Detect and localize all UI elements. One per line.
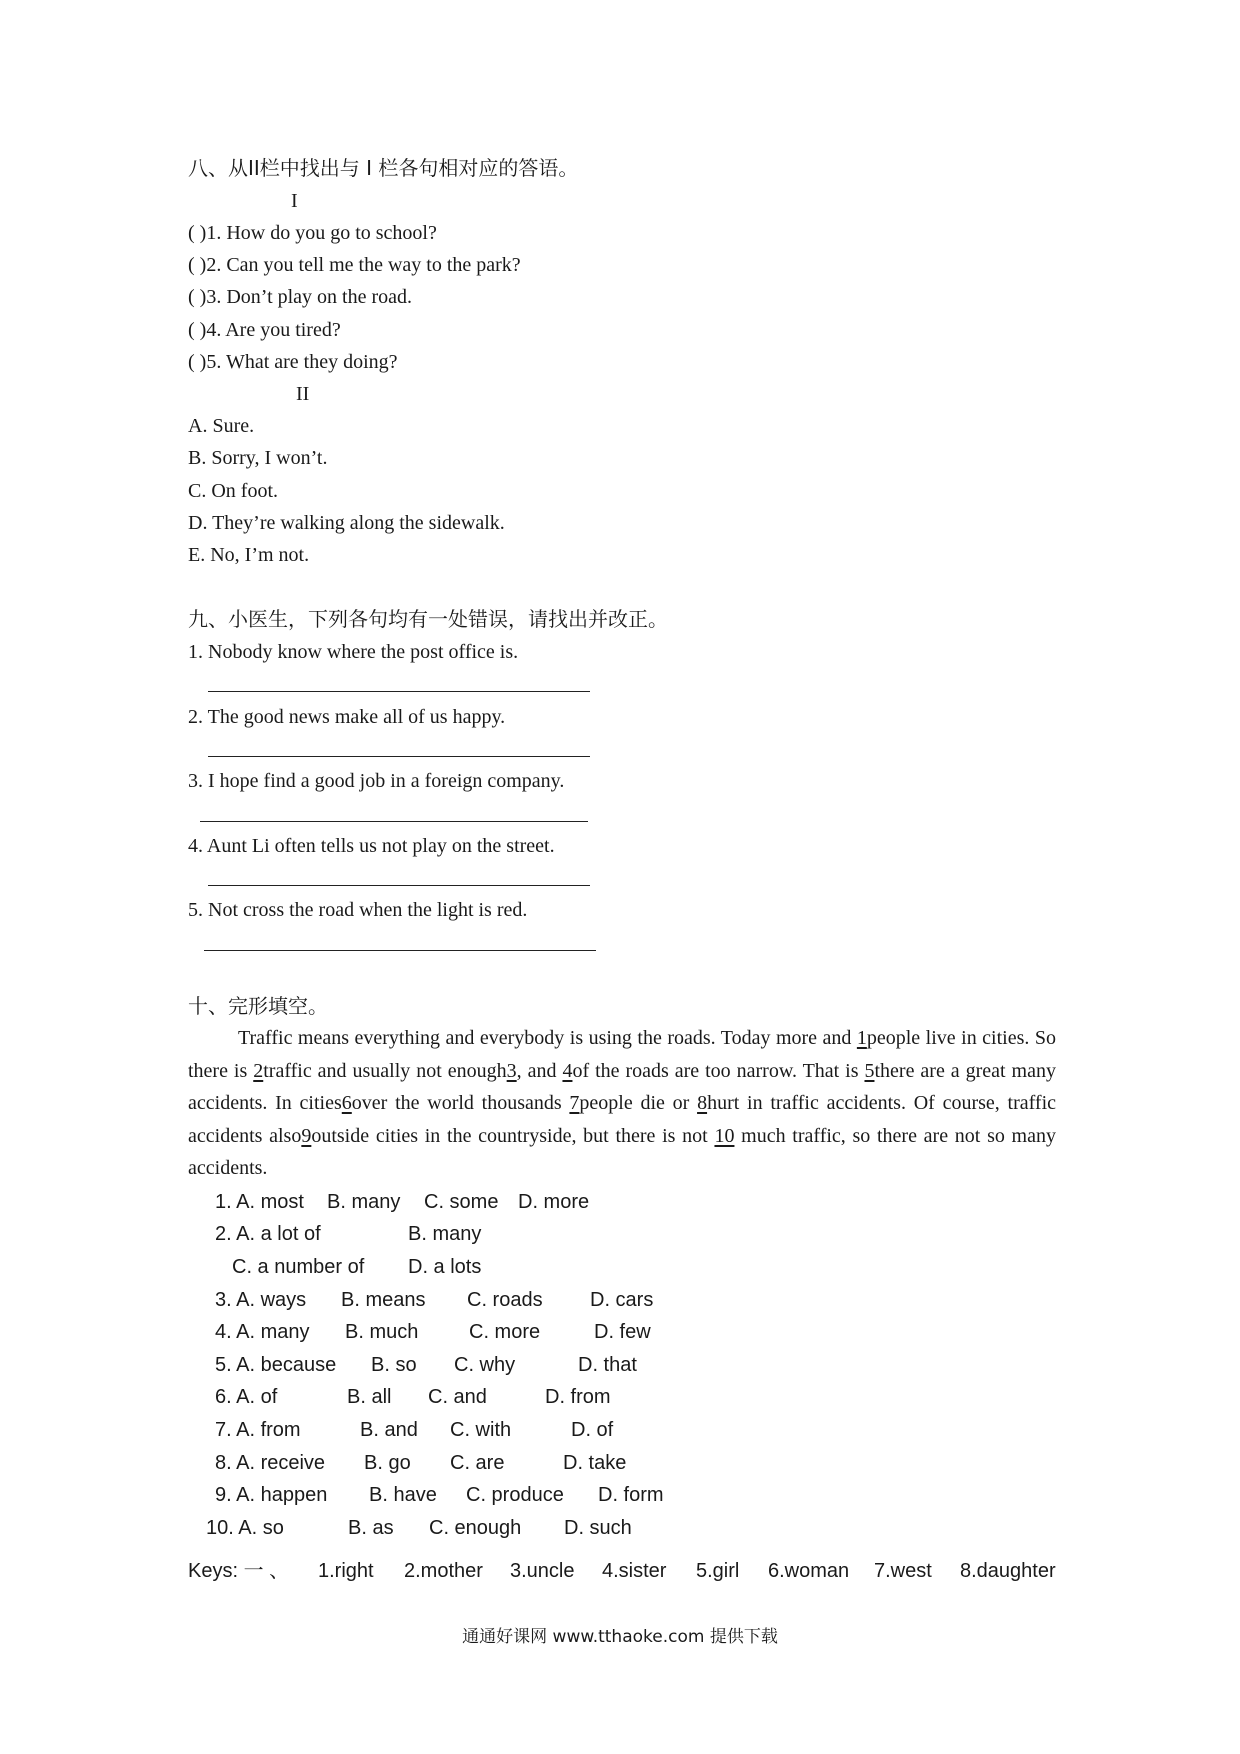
option[interactable]: C. produce (466, 1484, 564, 1506)
option[interactable]: D. few (594, 1321, 651, 1343)
col2-item-c: C. On foot. (188, 480, 278, 502)
option[interactable]: 8. A. receive (215, 1452, 326, 1474)
option[interactable]: 5. A. because (215, 1354, 337, 1376)
blank-8[interactable]: 8 (697, 1092, 708, 1114)
key-item: 6.woman (768, 1560, 850, 1582)
key-item: 1.right (318, 1560, 374, 1582)
column-1-label: I (291, 190, 298, 212)
error-item-2: 2. The good news make all of us happy. (188, 706, 506, 728)
option[interactable]: 3. A. ways (215, 1289, 307, 1311)
blank-5[interactable]: 5 (864, 1059, 875, 1082)
column-2-label: II (296, 383, 310, 405)
option[interactable]: 4. A. many (215, 1321, 310, 1343)
option[interactable]: C. some (424, 1191, 499, 1213)
col1-item-2: ( )2. Can you tell me the way to the park? (188, 254, 521, 276)
col2-item-e: E. No, I’m not. (188, 544, 310, 566)
option[interactable]: B. much (345, 1321, 419, 1343)
option[interactable]: D. more (518, 1191, 590, 1213)
option[interactable]: C. are (450, 1452, 505, 1474)
option[interactable]: 7. A. from (215, 1419, 301, 1441)
answer-line-4[interactable] (208, 885, 590, 886)
blank-4[interactable]: 4 (562, 1059, 573, 1082)
col1-item-3: ( )3. Don’t play on the road. (188, 286, 413, 308)
page-footer: 通通好课网 www.tthaoke.com 提供下载 (462, 1627, 778, 1647)
section-10-title: 十、完形填空。 (188, 994, 328, 1018)
option[interactable]: 1. A. most (215, 1191, 304, 1213)
option[interactable]: C. with (450, 1419, 512, 1441)
answer-line-1[interactable] (208, 691, 590, 692)
blank-2[interactable]: 2 (253, 1059, 264, 1082)
section-8-title: 八、从II栏中找出与 I 栏各句相对应的答语。 (188, 156, 579, 180)
option[interactable]: 6. A. of (215, 1386, 278, 1408)
blank-10[interactable]: 10 (714, 1124, 735, 1147)
option[interactable]: B. all (347, 1386, 392, 1408)
option[interactable]: D. of (571, 1419, 614, 1441)
col2-item-b: B. Sorry, I won’t. (188, 447, 328, 469)
col1-item-5: ( )5. What are they doing? (188, 351, 398, 373)
option[interactable]: B. have (369, 1484, 437, 1506)
option[interactable]: 10. A. so (206, 1517, 284, 1539)
option[interactable]: D. a lots (408, 1256, 482, 1278)
key-item: 8.daughter (960, 1560, 1056, 1582)
option[interactable]: C. enough (429, 1517, 522, 1539)
col2-item-d: D. They’re walking along the sidewalk. (188, 512, 505, 534)
col1-item-1: ( )1. How do you go to school? (188, 222, 437, 244)
error-item-5: 5. Not cross the road when the light is red. (188, 899, 528, 921)
error-item-3: 3. I hope find a good job in a foreign company. (188, 770, 565, 792)
option[interactable]: C. more (469, 1321, 541, 1343)
error-item-4: 4. Aunt Li often tells us not play on the street. (188, 835, 555, 857)
option[interactable]: B. as (348, 1517, 394, 1539)
key-item: 5.girl (696, 1560, 740, 1582)
option[interactable]: D. such (564, 1517, 632, 1539)
answer-line-2[interactable] (208, 756, 590, 757)
blank-9[interactable]: 9 (301, 1124, 312, 1147)
option[interactable]: B. means (341, 1289, 426, 1311)
blank-1[interactable]: 1 (856, 1027, 867, 1049)
option[interactable]: D. form (598, 1484, 664, 1506)
blank-3[interactable]: 3 (506, 1059, 517, 1082)
key-item: 4.sister (602, 1560, 667, 1582)
option[interactable]: C. roads (467, 1289, 543, 1311)
answer-line-3[interactable] (200, 821, 588, 822)
option[interactable]: 9. A. happen (215, 1484, 328, 1506)
option[interactable]: D. that (578, 1354, 637, 1376)
option[interactable]: D. cars (590, 1289, 654, 1311)
blank-7[interactable]: 7 (569, 1092, 580, 1114)
option[interactable]: B. and (360, 1419, 418, 1441)
key-item: 7.west (874, 1560, 932, 1582)
option[interactable]: C. a number of (232, 1256, 365, 1278)
option[interactable]: D. from (545, 1386, 611, 1408)
option[interactable]: C. and (428, 1386, 487, 1408)
option[interactable]: D. take (563, 1452, 627, 1474)
key-item: 2.mother (404, 1560, 483, 1582)
answer-line-5[interactable] (204, 950, 596, 951)
key-item: 3.uncle (510, 1560, 575, 1582)
col1-item-4: ( )4. Are you tired? (188, 319, 341, 341)
option[interactable]: B. so (371, 1354, 417, 1376)
option[interactable]: B. many (408, 1223, 482, 1245)
option[interactable]: C. why (454, 1354, 516, 1376)
blank-6[interactable]: 6 (341, 1092, 352, 1114)
col2-item-a: A. Sure. (188, 415, 255, 437)
option[interactable]: B. many (327, 1191, 401, 1213)
keys-label: Keys: 一 、 (188, 1560, 290, 1582)
section-9-title: 九、小医生，下列各句均有一处错误，请找出并改正。 (188, 607, 668, 631)
option[interactable]: B. go (364, 1452, 411, 1474)
error-item-1: 1. Nobody know where the post office is. (188, 641, 519, 663)
option[interactable]: 2. A. a lot of (215, 1223, 321, 1245)
cloze-passage: Traffic means everything and everybody is using the roads. Today more and 1people live in cities. So there is 2traffic and usually not enough3, and 4of the roads are too narrow. That is 5there are a great many accidents. In cities6over the world thousands 7people die or 8hurt in traffic accidents. Of course, traffic accidents also9outside cities in the countryside, but there is not 10 much traffic, so there are not so many accidents. (188, 1022, 1056, 1185)
